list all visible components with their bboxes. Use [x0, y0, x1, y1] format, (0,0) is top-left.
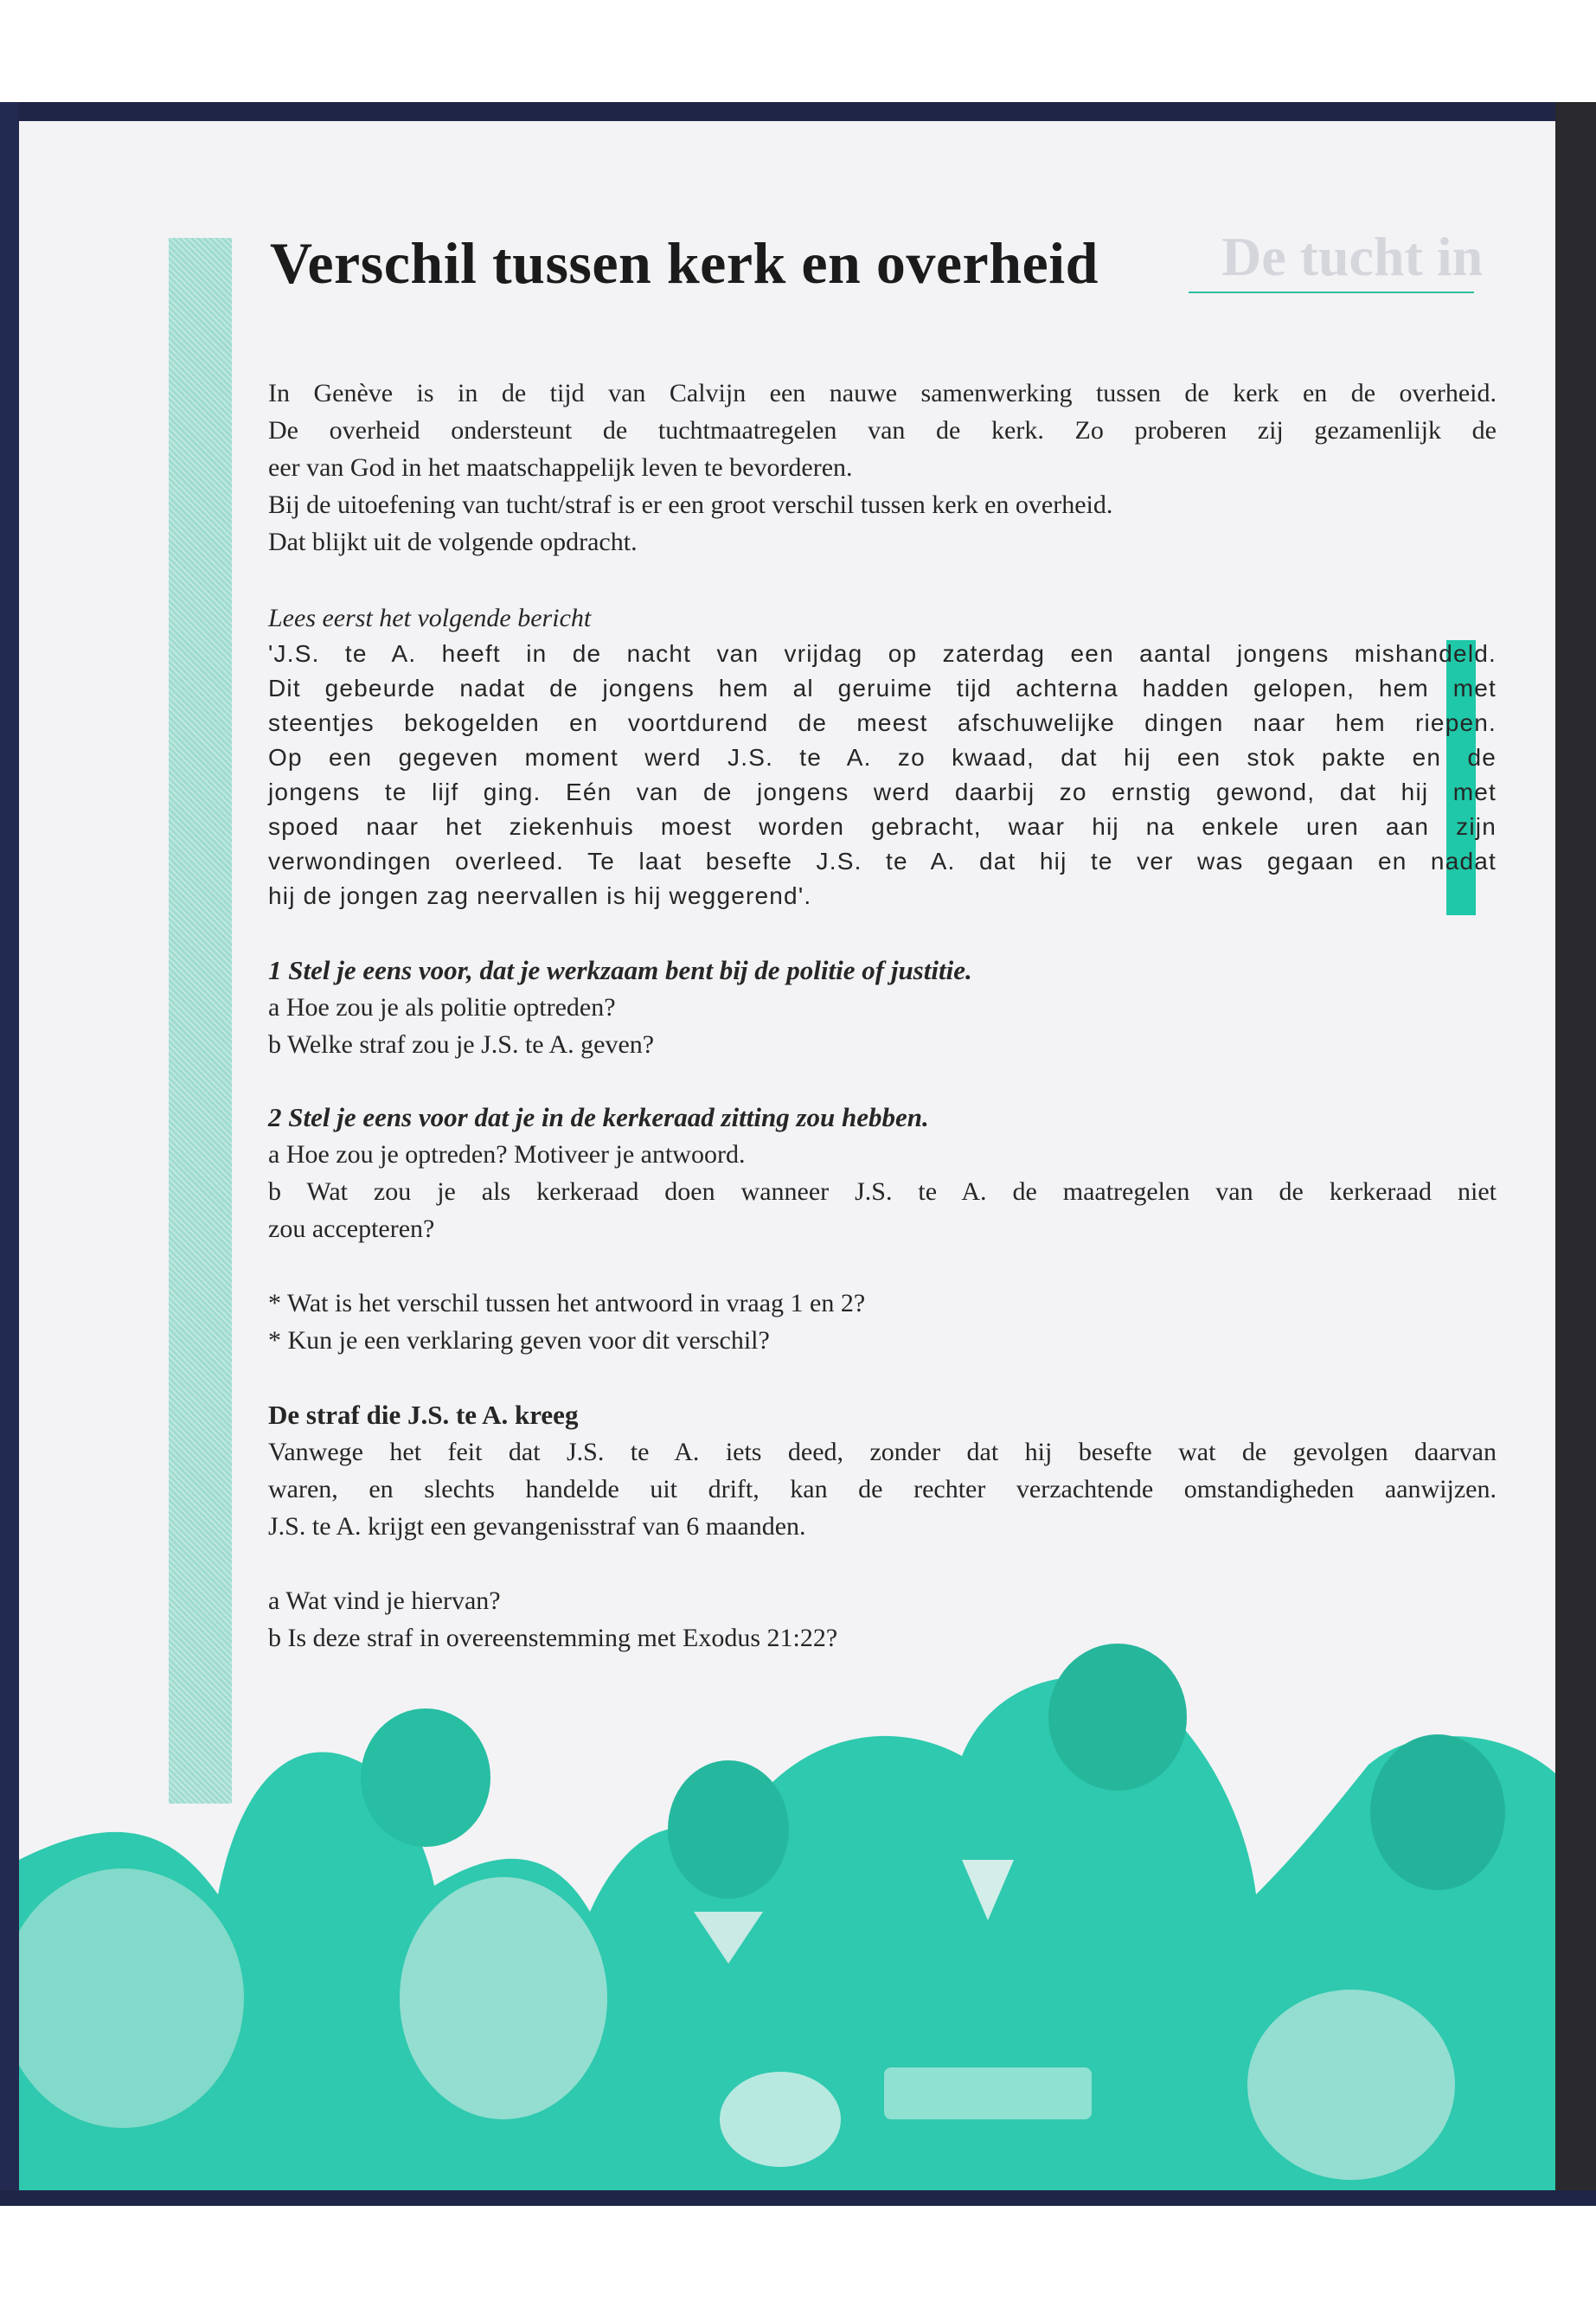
book-cover-left-edge	[0, 102, 19, 2204]
verdict-question-a: a Wat vind je hiervan?	[268, 1586, 501, 1615]
question-1b: b Welke straf zou je J.S. te A. geven?	[268, 1030, 655, 1059]
book-cover-right-edge	[1555, 102, 1596, 2204]
title-underline	[1189, 292, 1474, 293]
book-cover-top-edge	[0, 102, 1596, 121]
report-line-1: 'J.S. te A. heeft in de nacht van vrijdag op zaterdag een aantal jongens mishandeld.	[268, 640, 1497, 667]
report-line-7: verwondingen overleed. Te laat besefte J.S. te A. dat hij te ver was gegaan en nadat	[268, 848, 1497, 875]
report-line-8: hij de jongen zag neervallen is hij weggerend'.	[268, 882, 812, 909]
report-line-2: Dit gebeurde nadat de jongens hem al geruime tijd achterna hadden gelopen, hem met	[268, 675, 1497, 702]
report-line-3: steentjes bekogelden en voortdurend de meest afschuwelijke dingen naar hem riepen.	[268, 709, 1497, 736]
verdict-question-b: b Is deze straf in overeenstemming met Exodus 21:22?	[268, 1624, 838, 1652]
show-through-heading: De tucht in	[1221, 226, 1484, 287]
page-title: Verschil tussen kerk en overheid	[270, 230, 1099, 296]
question-1-title: 1 Stel je eens voor, dat je werkzaam bent bij de politie of justitie.	[268, 955, 972, 985]
book-page	[19, 121, 1555, 2190]
question-2b-line-1: b Wat zou je als kerkeraad doen wanneer J.S. te A. de maatregelen van de kerkeraad niet	[268, 1177, 1497, 1206]
question-1a: a Hoe zou je als politie optreden?	[268, 993, 616, 1022]
intro-line-4: Bij de uitoefening van tucht/straf is er een groot verschil tussen kerk en overheid.	[268, 490, 1113, 519]
question-2-title: 2 Stel je eens voor dat je in de kerkeraad zitting zou hebben.	[268, 1102, 929, 1132]
report-line-4: Op een gegeven moment werd J.S. te A. zo kwaad, dat hij een stok pakte en de	[268, 744, 1497, 771]
book-cover-bottom-edge	[0, 2190, 1596, 2206]
verdict-line-2: waren, en slechts handelde uit drift, kan de rechter verzachtende omstandigheden aanwijzen.	[268, 1475, 1497, 1503]
verdict-heading: De straf die J.S. te A. kreeg	[268, 1400, 579, 1430]
verdict-line-1: Vanwege het feit dat J.S. te A. iets deed, zonder dat hij besefte wat de gevolgen daarvan	[268, 1438, 1497, 1466]
report-line-6: spoed naar het ziekenhuis moest worden gebracht, waar hij na enkele uren aan zijn	[268, 813, 1497, 840]
intro-line-2: De overheid ondersteunt de tuchtmaatregelen van de kerk. Zo proberen zij gezamenlijk de	[268, 416, 1497, 445]
decorative-side-bar	[169, 238, 232, 1804]
intro-line-1: In Genève is in de tijd van Calvijn een nauwe samenwerking tussen de kerk en de overheid.	[268, 379, 1497, 407]
intro-line-5: Dat blijkt uit de volgende opdracht.	[268, 528, 638, 556]
report-line-5: jongens te lijf ging. Eén van de jongens werd daarbij zo ernstig gewond, dat hij met	[268, 779, 1497, 805]
verdict-line-3: J.S. te A. krijgt een gevangenisstraf van 6 maanden.	[268, 1512, 806, 1541]
question-2b-line-2: zou accepteren?	[268, 1215, 435, 1243]
instruction: Lees eerst het volgende bericht	[268, 604, 592, 632]
people-photo	[19, 1635, 1555, 2190]
intro-line-3: eer van God in het maatschappelijk leven te bevorderen.	[268, 453, 853, 482]
question-2a: a Hoe zou je optreden? Motiveer je antwoord.	[268, 1140, 746, 1169]
star-question-1: * Wat is het verschil tussen het antwoord in vraag 1 en 2?	[268, 1289, 866, 1317]
star-question-2: * Kun je een verklaring geven voor dit verschil?	[268, 1326, 770, 1355]
